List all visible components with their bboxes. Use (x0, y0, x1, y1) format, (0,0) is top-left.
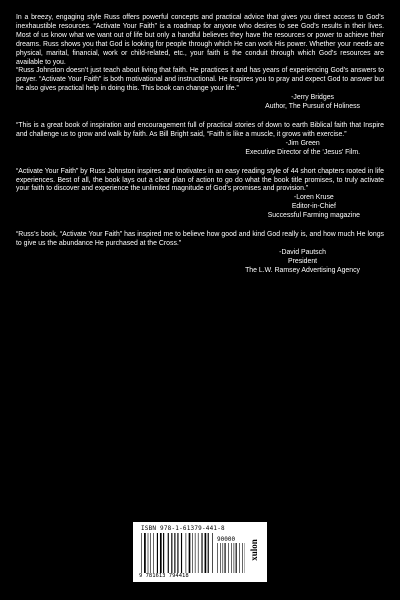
endorsement-quote: “Russ’s book, “Activate Your Faith” has inspired me to believe how good and kind God really is, and how much He longs to give us the abundance He purchased at the Cross.” (16, 231, 384, 247)
endorser-name: -Jim Green (285, 139, 320, 147)
price-code: 90000 (217, 536, 236, 543)
isbn-barcode (133, 522, 267, 582)
endorser-title: Author, The Pursuit of Holiness (265, 103, 360, 111)
endorsement-attribution (16, 140, 384, 158)
price-barcode-bars (217, 543, 245, 573)
back-cover-text (16, 14, 384, 286)
publisher-logo (247, 528, 263, 572)
endorser-name: -Loren Kruse (293, 194, 334, 202)
isbn-text: ISBN 978-1-61379-441-8 (141, 525, 225, 532)
endorsement-attribution (16, 194, 384, 221)
endorsement-quote: “Russ Johnston doesn’t just teach about living that faith. He practices it and has years of experiencing God’s answers to prayer. “Activate Your Faith” is both motivational and instructional. He inspires you to pray and expect God to answer but he also gives practical help in doing this. This book can change your life.” (16, 67, 384, 93)
barcode-bars (141, 533, 213, 573)
endorser-title: The L.W. Ramsey Advertising Agency (245, 266, 360, 274)
endorser-title: Successful Farming magazine (267, 212, 360, 220)
endorsement-attribution (16, 94, 384, 112)
endorser-name: -David Pautsch (279, 248, 326, 256)
barcode-digits: 9 781613 794418 (139, 573, 189, 579)
endorsement-quote: “Activate Your Faith” by Russ Johnston inspires and motivates in an easy reading style of 44 short chapters rooted in life experiences. Best of all, the book lays out a clear plan of action to go do what the book title promises, to truly activate your faith to discover and experience the unlimited magnitude of God’s promises and provision.” (16, 167, 384, 193)
endorsement-quote: “This is a great book of inspiration and encouragement full of practical stories of down to earth Biblical faith that Inspire and challenge us to grow and walk by faith. As Bill Bright said, “Faith is like a muscle, it grows with exercise.” (16, 121, 384, 138)
endorsement-attribution (16, 249, 384, 276)
endorser-title: Editor-in-Chief (291, 203, 336, 211)
endorser-title: President (287, 257, 318, 265)
intro-paragraph: In a breezy, engaging style Russ offers powerful concepts and practical advice that gives you direct access to God’s inexhaustible resources. “Activate Your Faith” is a roadmap for anyone who desires to see God’s results in their lives. Most of us know what we want out of life but only a handful believes they have the resources or power to achieve their dreams. Russ shows you that God is looking for people through which He can work His power. Whether your needs are physical, marital, financial, work or child-related, etc., your faith is the conduit through which God’s resources are available to you. (16, 14, 384, 66)
endorser-title: Executive Director of the ‘Jesus’ Film. (245, 148, 360, 156)
endorser-name: -Jerry Bridges (291, 94, 334, 102)
svg-text:xulon: xulon (249, 539, 260, 561)
